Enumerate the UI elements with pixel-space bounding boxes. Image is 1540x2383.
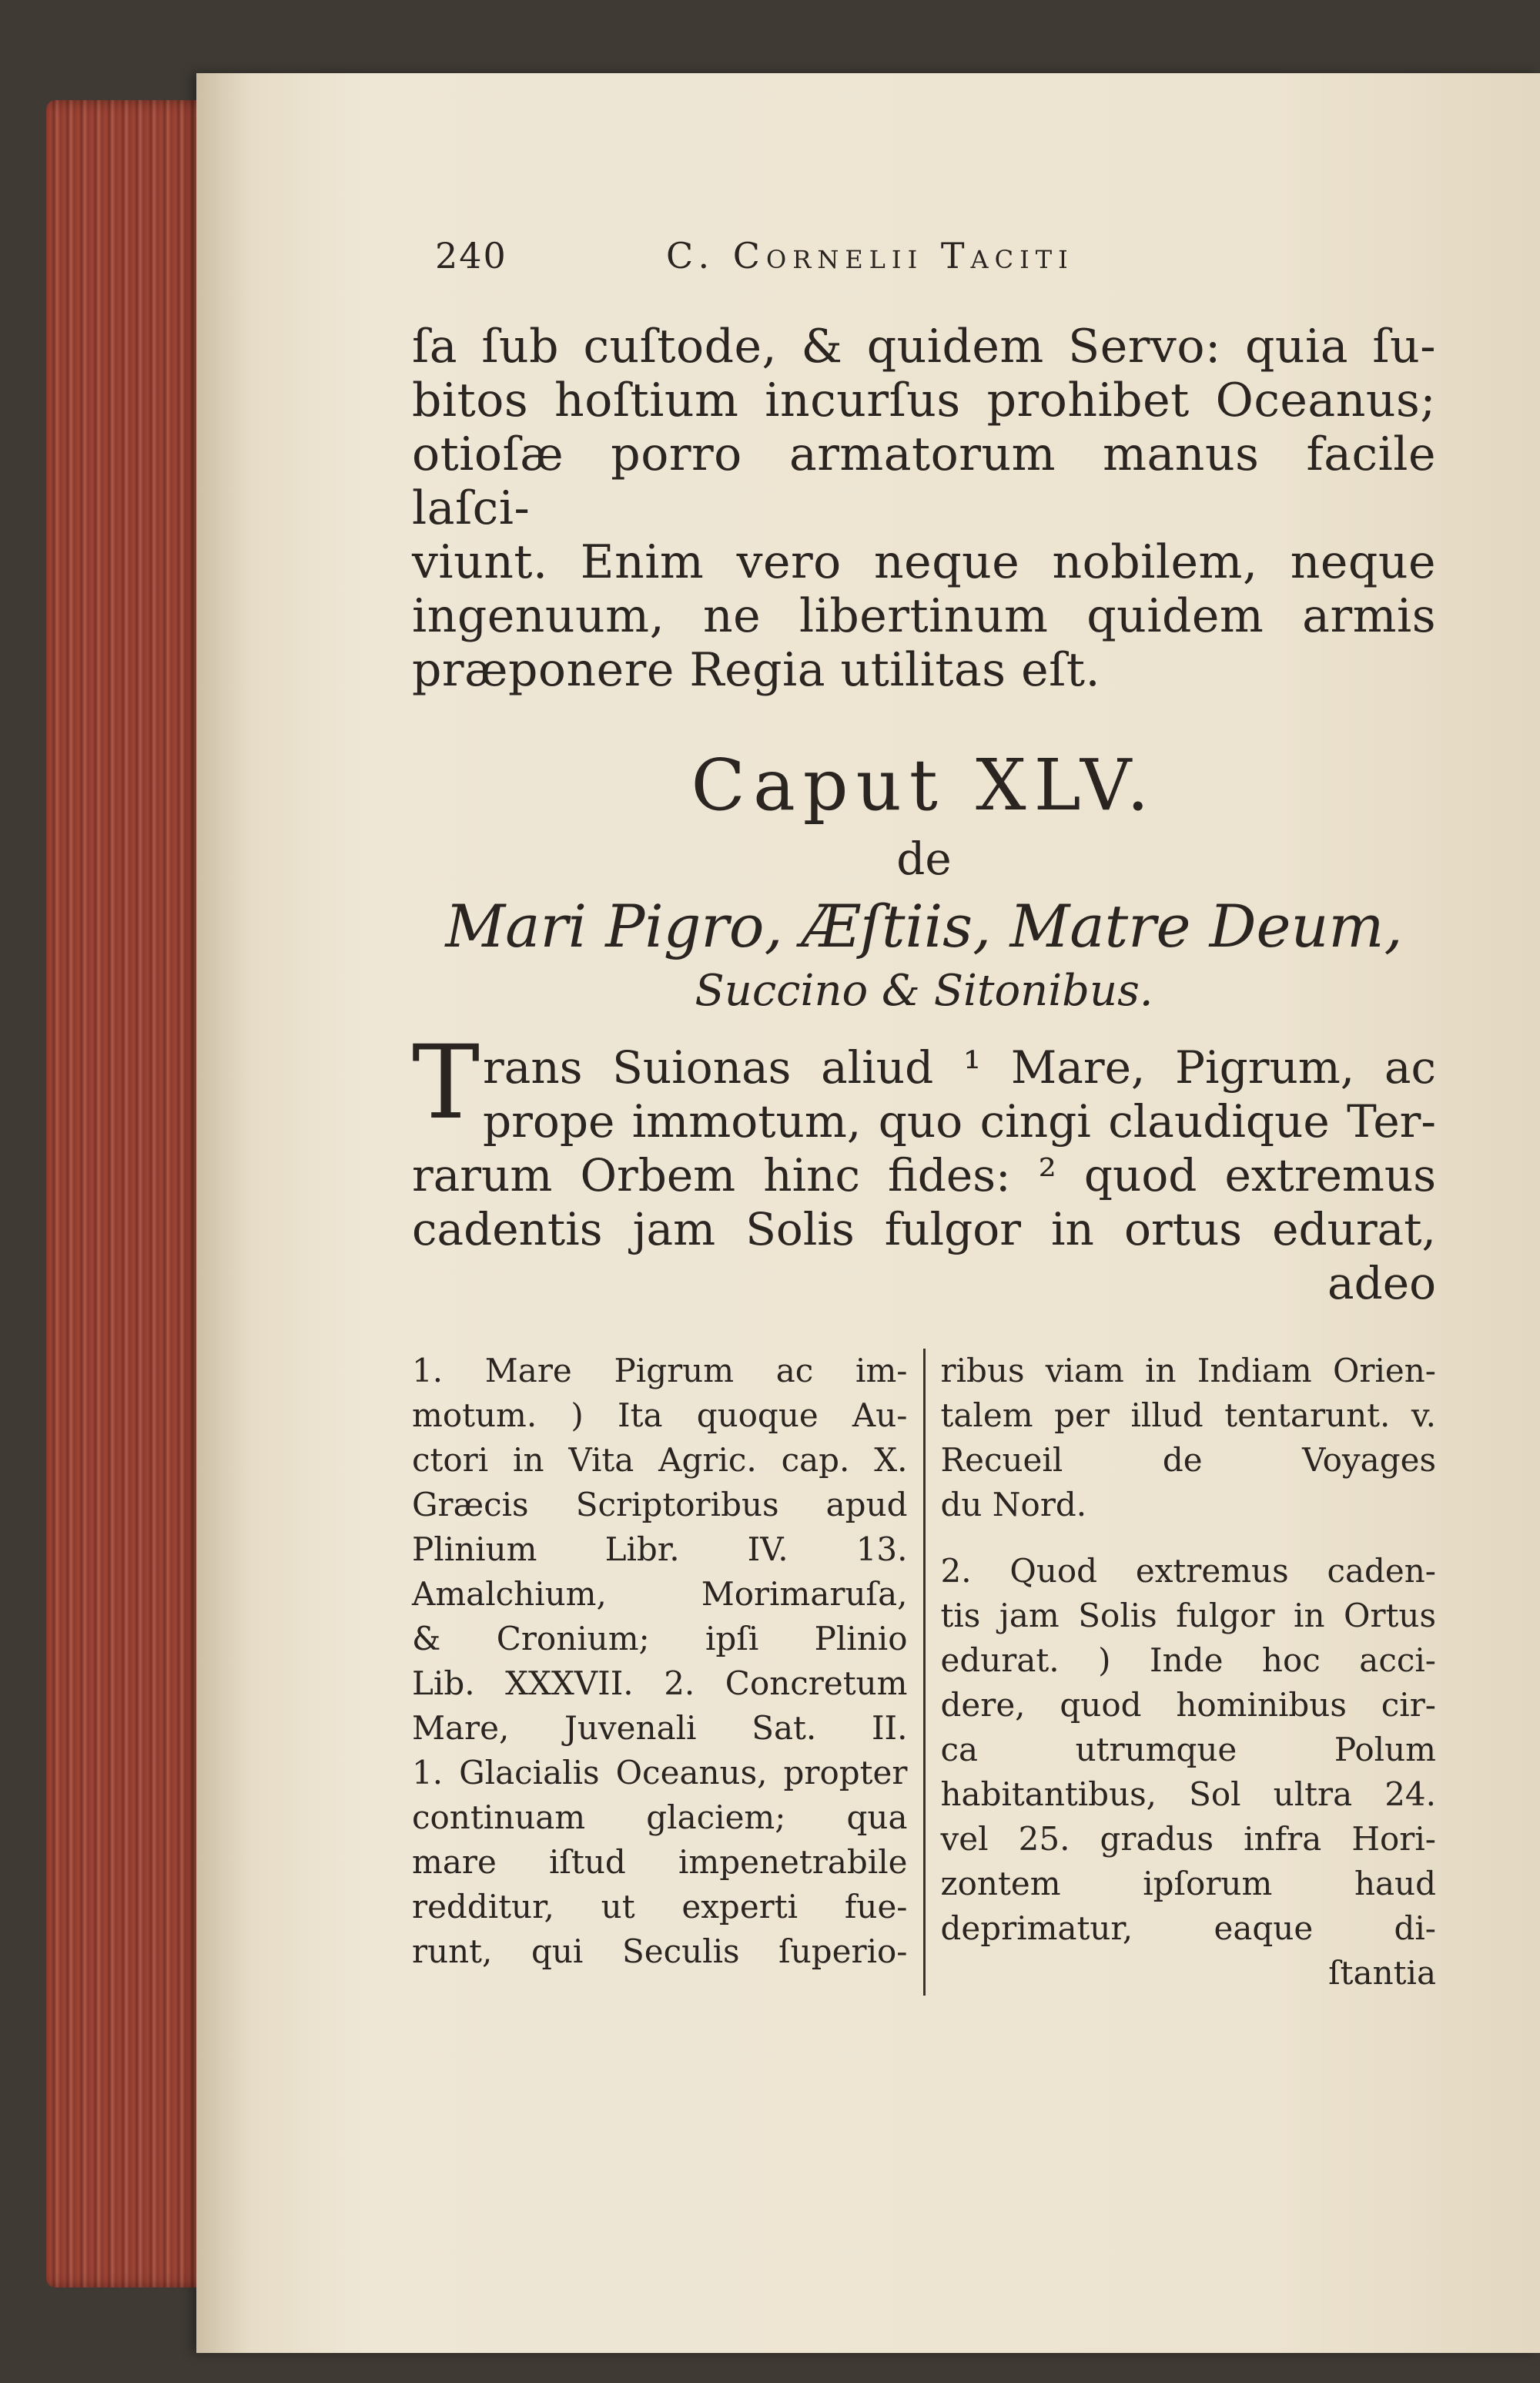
page-header (435, 235, 1436, 289)
footnote-line: du Nord. (940, 1486, 1087, 1523)
body-text (412, 320, 1436, 697)
page-number: 240 (435, 235, 507, 277)
footnote-line: zontem ipſorum haud (940, 1865, 1436, 1902)
footnote-line: ſtantia (1328, 1954, 1436, 1992)
footnote-line: Recueil de Voyages (940, 1441, 1436, 1479)
footnote-line: Græcis Scriptoribus apud (412, 1486, 908, 1523)
footnote-line: 2. Quod extremus caden- (940, 1552, 1436, 1590)
chapter-de: de (896, 833, 952, 885)
footnote-line: ctori in Vita Agric. cap. X. (412, 1441, 908, 1479)
running-head: C. Cornelii Taciti (666, 235, 1074, 277)
footnote-line: redditur, ut experti fue- (412, 1888, 908, 1926)
footnote-line: edurat. ) Inde hoc acci- (940, 1641, 1436, 1679)
chapter-heading (412, 743, 1436, 1019)
footnote-gap (941, 1527, 1437, 1549)
footnote-line: habitantibus, Sol ultra 24. (940, 1775, 1436, 1813)
body-line: ſa ſub cuſtode, & quidem Servo: quia ſu- (412, 320, 1436, 374)
catchword: adeo (1327, 1257, 1436, 1309)
opening-line: prope immotum, quo cingi claudique Ter- (483, 1095, 1436, 1148)
footnote-line: dere, quod hominibus cir- (940, 1686, 1436, 1724)
footnote-line: mare iſtud impenetrabile (412, 1843, 908, 1881)
footnote-line: tis jam Solis fulgor in Ortus (940, 1597, 1436, 1634)
chapter-subject: Mari Pigro, Æſtiis, Matre Deum, (445, 892, 1403, 960)
body-line: ingenuum, ne libertinum quidem armis (412, 589, 1436, 643)
drop-cap: T (412, 1024, 480, 1142)
opening-line: cadentis jam Solis fulgor in ortus edurat, (412, 1203, 1436, 1255)
footnote-line: deprimatur, eaque di- (940, 1909, 1436, 1947)
footnotes (412, 1349, 1436, 1996)
footnote-line: Lib. XXXVII. 2. Concretum (412, 1664, 908, 1702)
footnote-line: talem per illud tentarunt. v. (940, 1396, 1436, 1434)
footnote-line: Amalchium, Morimaruſa, (412, 1575, 908, 1613)
footnotes-left-column (412, 1349, 926, 1996)
footnote-line: vel 25. gradus infra Hori- (940, 1820, 1436, 1858)
chapter-title: Caput XLV. (691, 744, 1157, 826)
footnote-line: motum. ) Ita quoque Au- (412, 1396, 908, 1434)
footnote-line: 1. Mare Pigrum ac im- (412, 1352, 908, 1389)
footnote-line: Mare, Juvenali Sat. II. (412, 1709, 908, 1747)
body-line: viunt. Enim vero neque nobilem, neque (412, 535, 1436, 589)
footnote-line: 1. Glacialis Oceanus, propter (412, 1754, 908, 1791)
footnote-line: ca utrumque Polum (940, 1731, 1436, 1768)
footnotes-right-column (926, 1349, 1437, 1996)
body-line: præponere Regia utilitas eſt. (412, 643, 1101, 697)
page-content (412, 235, 1436, 1996)
footnote-line: Plinium Libr. IV. 13. (412, 1530, 908, 1568)
opening-line: rarum Orbem hinc fides: ² quod extremus (412, 1149, 1436, 1202)
opening-line: rans Suionas aliud ¹ Mare, Pigrum, ac (483, 1041, 1436, 1094)
footnote-line: runt, qui Seculis ſuperio- (412, 1932, 908, 1970)
chapter-subject-secondary: Succino & Sitonibus. (695, 966, 1153, 1016)
footnote-line: ribus viam in Indiam Orien- (940, 1352, 1436, 1389)
footnote-line: continuam glaciem; qua (412, 1798, 908, 1836)
footnote-line: & Cronium; ipſi Plinio (412, 1620, 908, 1657)
body-line: otioſæ porro armatorum manus facile laſci- (412, 427, 1436, 535)
chapter-opening (412, 1024, 1436, 1256)
body-line: bitos hoſtium incurſus prohibet Oceanus; (412, 374, 1436, 427)
